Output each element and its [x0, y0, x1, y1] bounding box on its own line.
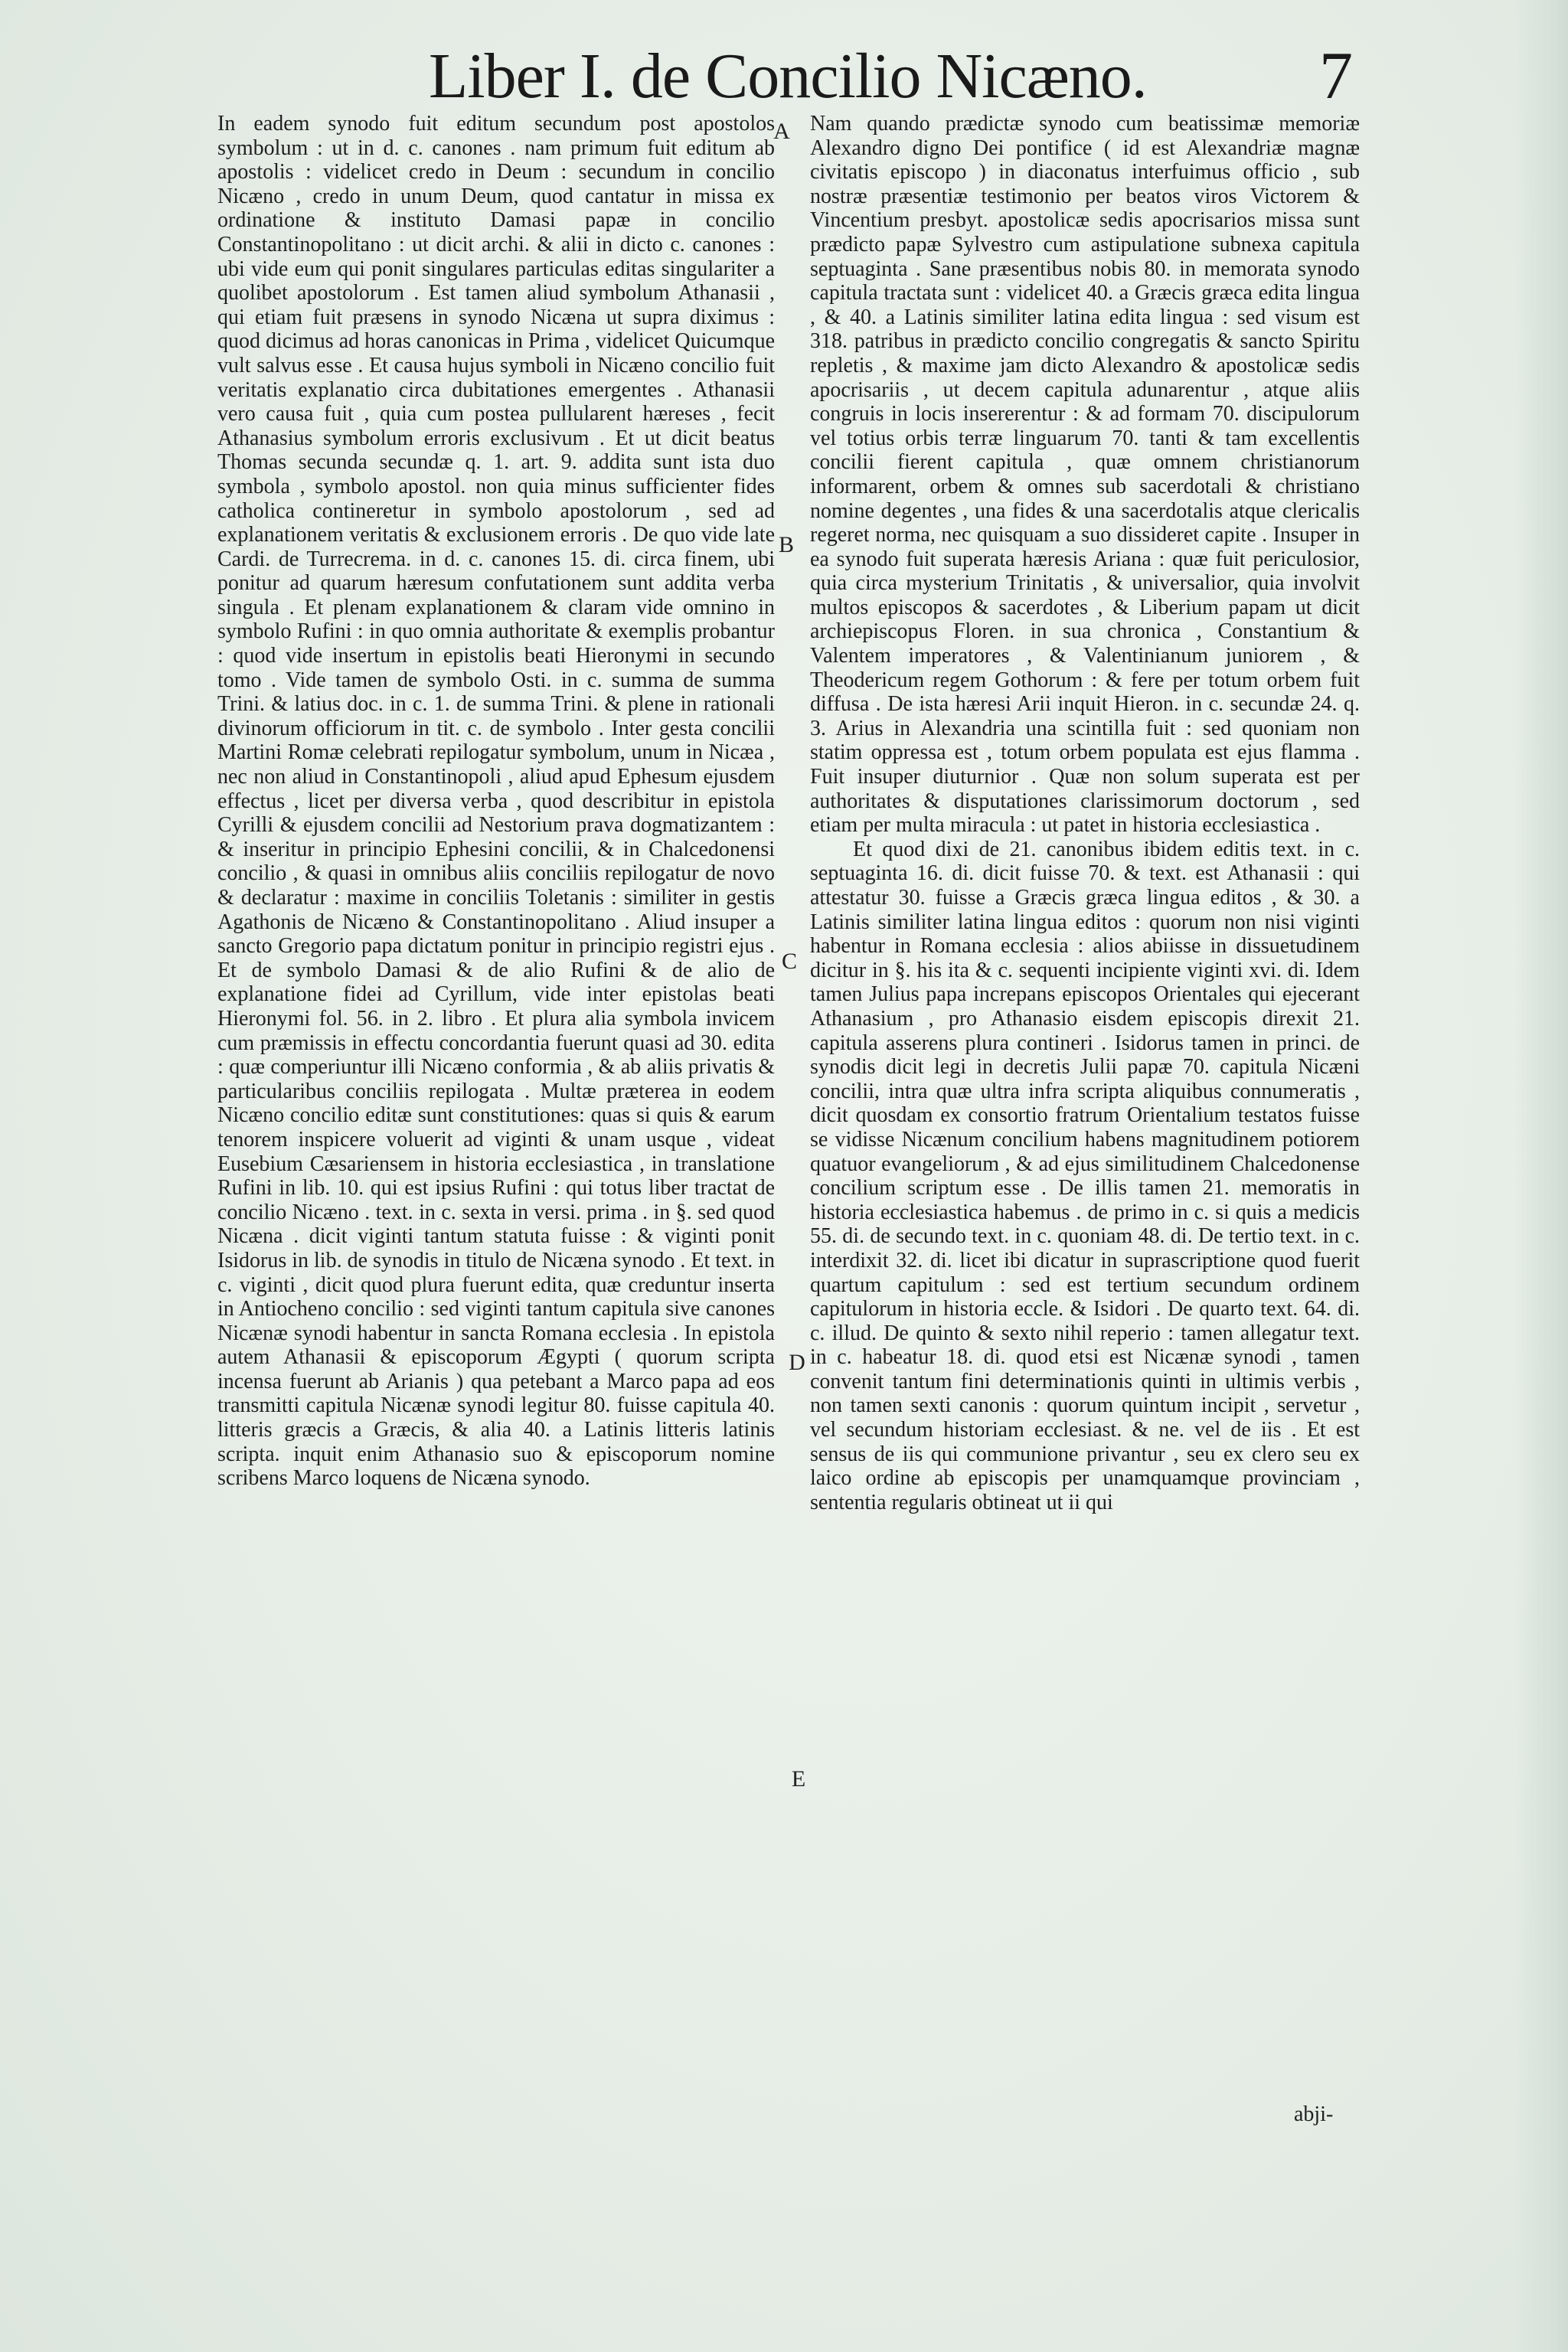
- margin-letter-d: D: [789, 1350, 805, 1375]
- margin-letter-c: C: [781, 949, 797, 974]
- margin-letter-e: E: [791, 1766, 806, 1792]
- catchword: abji-: [1294, 2102, 1334, 2126]
- left-text-column: [217, 112, 775, 2102]
- page-number: 7: [1319, 39, 1353, 113]
- right-paragraph-2: Et quod dixi de 21. canonibus ibidem editis text. in c. septuaginta 16. di. dicit fuisse 70. & text. est Athanasii : qui attestatur 30. fuisse a Græcis græca lingua editos , & 30. a Latinis similiter latina lingua editos : quorum non nisi viginti habentur in Romana ecclesia : alios abiisse in dissuetudinem dicitur in §. his ita & c. sequenti incipiente viginti xvi. di. Idem tamen Julius papa increpans episcopos Orientales qui ejecerant Athanasium , pro Athanasio eisdem episcopis direxit 21. capitula asserens plura contineri . Isidorus tamen in princi. de synodis dicit legi in decretis Julii papæ 70. capitula Nicæni concilii, intra quæ ultra infra scripta aliquibus connumeratis , dicit quosdam ex consortio fratrum Orientalium testatos fuisse se vidisse Nicænum concilium habens magnitudinem potiorem quatuor evangeliorum , & ad ejus similitudinem Chalcedonense concilium scriptum esse . De illis tamen 21. memoratis in historia ecclesiastica habemus . de primo in c. si quis a medicis 55. di. de secundo text. in c. quoniam 48. di. De tertio text. in c. interdixit 32. di. licet ibi dicatur in suprascriptione quod fuerit quartum capitulum : sed est tertium secundum ordinem capitulorum in historia eccle. & Isidori . De quarto text. 64. di. c. illud. De quinto & sexto nihil reperio : tamen allegatur text. in c. habeatur 18. di. quod etsi est Nicænæ synodi , tamen convenit tantum fini determinationis quinti in ultimis verbis , non tamen sexti canonis : quorum quintum incipit , servetur , vel secundum historiam ecclesiast. & ne. vel de iis . Et est sensus de iis qui communione privantur , seu ex clero seu ex laico ordine ab episcopis per unamquamque provinciam , sententia regularis obtineat ut ii qui: [810, 837, 1360, 1514]
- right-text-column: [810, 112, 1360, 2102]
- left-paragraph-1: In eadem synodo fuit editum secundum post apostolos symbolum : ut in d. c. canones . nam primum fuit editum ab apostolis : videlicet credo in Deum : secundum in concilio Nicæno , credo in unum Deum, quod cantatur in missa ex ordinatione & instituto Damasi papæ in concilio Constantinopolitano : ut dicit archi. & alii in dicto c. canones : ubi vide eum qui ponit singulares particulas editas singulariter a quolibet apostolorum . Est tamen aliud symbolum Athanasii , qui etiam fuit præsens in synodo Nicæna ut supra diximus : quod dicimus ad horas canonicas in Prima , videlicet Quicumque vult salvus esse . Et causa hujus symboli in Nicæno concilio fuit veritatis explanatio circa dubitationes emergentes . Athanasii vero causa fuit , quia cum postea pullularent hæreses , fecit Athanasius symbolum erroris exclusivum . Et ut dicit beatus Thomas secunda secundæ q. 1. art. 9. addita sunt ista duo symbola , symbolo apostol. non quia minus sufficienter fides catholica contineretur in symbolo apostolorum , sed ad explanationem veritatis & exclusionem erroris . De quo vide late Cardi. de Turrecrema. in d. c. canones 15. di. circa finem, ubi ponitur ad quarum hæresum confutationem sunt addita verba singula . Et plenam explanationem & claram vide omnino in symbolo Rufini : in quo omnia authoritate & exemplis probantur : quod vide insertum in epistolis beati Hieronymi in secundo tomo . Vide tamen de symbolo Osti. in c. summa de summa Trini. & latius doc. in c. 1. de summa Trini. & plene in rationali divinorum officiorum in tit. c. de symbolo . Inter gesta concilii Martini Romæ celebrati repilogatur symbolum, unum in Nicæa , nec non aliud in Constantinopoli , aliud apud Ephesum ejusdem effectus , licet per diversa verba , quod describitur in epistola Cyrilli & ejusdem concilii ad Nestorium prava dogmatizantem : & inseritur in principio Ephesini concilii, & in Chalcedonensi concilio , & quasi in omnibus aliis conciliis repilogatur de novo & declaratur : maxime in conciliis Toletanis : similiter in gestis Agathonis de Nicæno & Constantinopolitano . Aliud insuper a sancto Gregorio papa dictatum ponitur in principio registri ejus . Et de symbolo Damasi & de alio Rufini & de alio de explanatione fidei ad Cyrillum, vide inter epistolas beati Hieronymi fol. 56. in 2. libro . Et plura alia symbola invicem cum præmissis in effectu concordantia fuerunt quasi ad 30. edita : quæ comperiuntur illi Nicæno conformia , & ab aliis privatis & particularibus conciliis repilogata . Multæ præterea in eodem Nicæno concilio editæ sunt constitutiones: quas si quis & earum tenorem inspicere voluerit ad viginti & unam usque , videat Eusebium Cæsariensem in historia ecclesiastica , in translatione Rufini in lib. 10. qui est ipsius Rufini : qui totus liber tractat de concilio Nicæno . text. in c. sexta in versi. prima . in §. sed quod Nicæna . dicit viginti tantum statuta fuisse : & viginti ponit Isidorus in lib. de synodis in titulo de Nicæna synodo . Et text. in c. viginti , dicit quod plura fuerunt edita, quæ creduntur inserta in Antiocheno concilio : sed viginti tantum capitula sive canones Nicænæ synodi habentur in sancta Romana ecclesia . In epistola autem Athanasii & episcoporum Ægypti ( quorum scripta incensa fuerunt ab Arianis ) qua petebant a Marco papa ad eos transmitti capitula Nicænæ synodi legitur 80. fuisse capitula 40. litteris græcis a Græcis, & alia 40. a Latinis litteris latinis scripta. inquit enim Athanasio suo & episcoporum nomine scribens Marco loquens de Nicæna synodo.: [217, 112, 775, 1491]
- margin-letter-a: A: [773, 119, 790, 144]
- margin-letter-b: B: [778, 532, 794, 557]
- running-head-title: Liber I. de Concilio Nicæno.: [429, 41, 1147, 112]
- page-edge-shadow: [1514, 0, 1568, 2352]
- right-paragraph-1: Nam quando prædictæ synodo cum beatissimæ memoriæ Alexandro digno Dei pontifice ( id est Alexandriæ magnæ civitatis episcopo ) in diaconatus interfuimus officio , sub nostræ præsentiæ testimonio per beatos viros Victorem & Vincentium presbyt. apostolicæ sedis apocrisarios missa sunt prædicto papæ Sylvestro cum astipulatione subnexa capitula septuaginta . Sane præsentibus nobis 80. in memorata synodo capitula tractata sunt : videlicet 40. a Græcis græca edita lingua , & 40. a Latinis similiter latina edita lingua : sed visum est 318. patribus in prædicto concilio congregatis & sancto Spiritu repletis , & maxime jam dicto Alexandro & apostolicæ sedis apocrisariis , ut decem capitula adunarentur , atque aliis congruis in locis insererentur : & ad formam 70. discipulorum vel totius orbis terræ linguarum 70. tanti & tam excellentis concilii fierent capitula , quæ omnem christianorum informarent, orbem & omnes sub sacerdotali & christiano nomine degentes , una fides & una sacerdotalis atque clericalis regeret norma, nec quisquam a suo dissideret capite . Insuper in ea synodo fuit superata hæresis Ariana : quæ fuit periculosior, quia circa mysterium Trinitatis , & universalior, quia involvit multos episcopos & sacerdotes , & Liberium papam ut dicit archiepiscopus Floren. in sua chronica , Constantium & Valentem imperatores , & Valentinianum juniorem , & Theodericum regem Gothorum : & fere per totum orbem fuit diffusa . De ista hæresi Arii inquit Hieron. in c. secundæ 24. q. 3. Arius in Alexandria una scintilla fuit : sed quoniam non statim oppressa est , totum orbem populata est ejus flamma . Fuit insuper diuturnior . Quæ non solum superata est per authoritates & disputationes clarissimorum doctorum , sed etiam per multa miracula : ut patet in historia ecclesiastica .: [810, 112, 1360, 838]
